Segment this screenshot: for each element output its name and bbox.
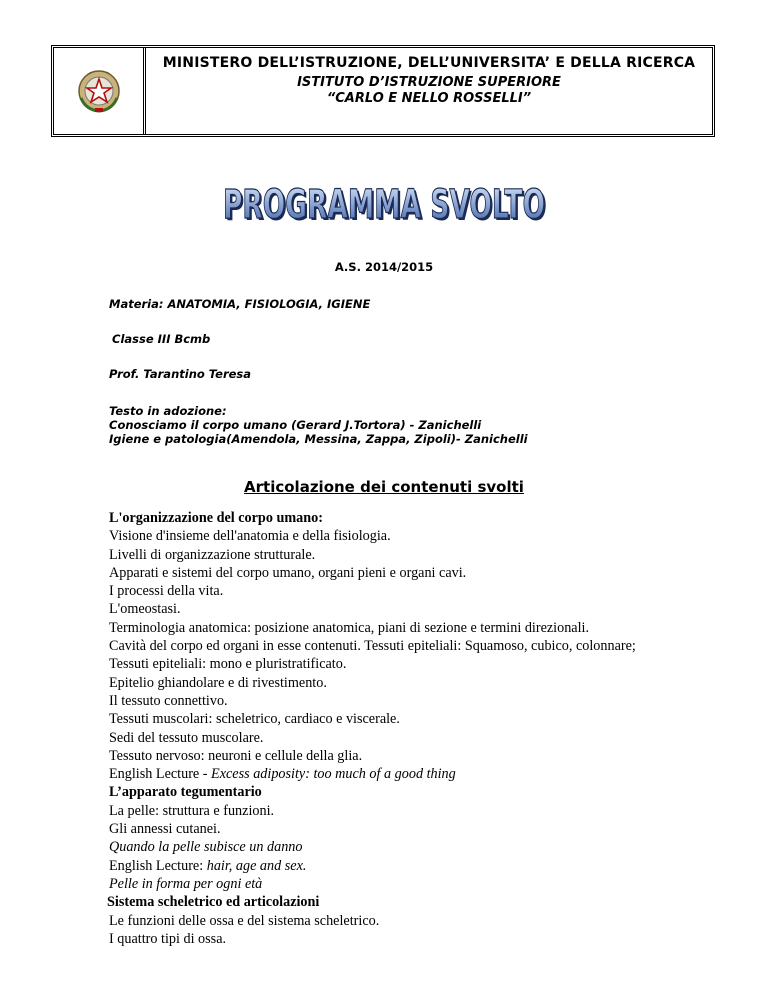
section-title: Articolazione dei contenuti svolti bbox=[244, 478, 524, 496]
header-table bbox=[51, 45, 715, 137]
school-year: A.S. 2014/2015 bbox=[334, 260, 434, 274]
content-line: Apparati e sistemi del corpo umano, organi pieni e organi cavi. bbox=[109, 564, 467, 581]
english-lecture-title: hair, age and sex. bbox=[206, 857, 307, 874]
english-lecture-title: Excess adiposity: too much of a good thing bbox=[211, 766, 456, 783]
content-line: Quando la pelle subisce un danno bbox=[109, 839, 303, 856]
programma-svolto-banner bbox=[0, 178, 768, 228]
content-line: Livelli di organizzazione strutturale. bbox=[109, 546, 316, 563]
content-line: Gli annessi cutanei. bbox=[109, 821, 221, 838]
content-line: I processi della vita. bbox=[109, 583, 224, 600]
english-lecture-label: English Lecture - bbox=[109, 766, 212, 783]
content-line bbox=[109, 857, 669, 875]
logo-cell bbox=[54, 48, 146, 134]
content-list bbox=[109, 509, 669, 948]
content-line: Sedi del tessuto muscolare. bbox=[109, 729, 264, 746]
banner-shadow: PROGRAMMA SVOLTO bbox=[225, 184, 547, 228]
header-title-cell bbox=[146, 48, 712, 134]
banner-text: PROGRAMMA SVOLTO bbox=[223, 182, 545, 228]
content-line: Cavità del corpo ed organi in esse contenuti. Tessuti epiteliali: Squamoso, cubico, colonnare; bbox=[109, 638, 636, 655]
content-line: I quattro tipi di ossa. bbox=[109, 930, 227, 947]
textbooks-label: Testo in adozione: bbox=[109, 404, 227, 418]
content-line: Tessuti epiteliali: mono e pluristratificato. bbox=[109, 656, 347, 673]
content-line bbox=[109, 765, 669, 783]
content-line: Tessuti muscolari: scheletrico, cardiaco e viscerale. bbox=[109, 711, 400, 728]
content-line: Terminologia anatomica: posizione anatomica, piani di sezione e termini direzionali. bbox=[109, 619, 590, 636]
subject-line: Materia: ANATOMIA, FISIOLOGIA, IGIENE bbox=[109, 297, 371, 311]
content-line: Pelle in forma per ogni età bbox=[109, 875, 263, 892]
content-heading: L'organizzazione del corpo umano: bbox=[109, 510, 323, 526]
institute-name: ISTITUTO D’ISTRUZIONE SUPERIORE bbox=[297, 75, 561, 90]
textbook-2: Igiene e patologia(Amendola, Messina, Zappa, Zipoli)- Zanichelli bbox=[109, 432, 528, 446]
textbook-1: Conosciamo il corpo umano (Gerard J.Tortora) - Zanichelli bbox=[109, 418, 482, 432]
content-heading: L’apparato tegumentario bbox=[109, 784, 262, 801]
content-line: Visione d'insieme dell'anatomia e della fisiologia. bbox=[109, 528, 391, 545]
italian-republic-emblem-icon bbox=[76, 68, 122, 114]
content-line: Epitelio ghiandolare e di rivestimento. bbox=[109, 674, 327, 691]
school-name: “CARLO E NELLO ROSSELLI” bbox=[326, 91, 532, 106]
teacher-line: Prof. Tarantino Teresa bbox=[109, 367, 252, 381]
content-line: Il tessuto connettivo. bbox=[109, 692, 228, 709]
content-heading: Sistema scheletrico ed articolazioni bbox=[107, 894, 320, 911]
content-line: La pelle: struttura e funzioni. bbox=[109, 802, 275, 819]
english-lecture-label: English Lecture: bbox=[109, 857, 207, 874]
ministry-title: MINISTERO DELL’ISTRUZIONE, DELL’UNIVERSITA’ E DELLA RICERCA bbox=[162, 55, 696, 71]
content-line: Tessuto nervoso: neuroni e cellule della glia. bbox=[109, 747, 363, 764]
class-line: Classe III Bcmb bbox=[112, 332, 211, 346]
content-line: Le funzioni delle ossa e del sistema scheletrico. bbox=[109, 912, 380, 929]
content-line: L'omeostasi. bbox=[109, 601, 181, 618]
